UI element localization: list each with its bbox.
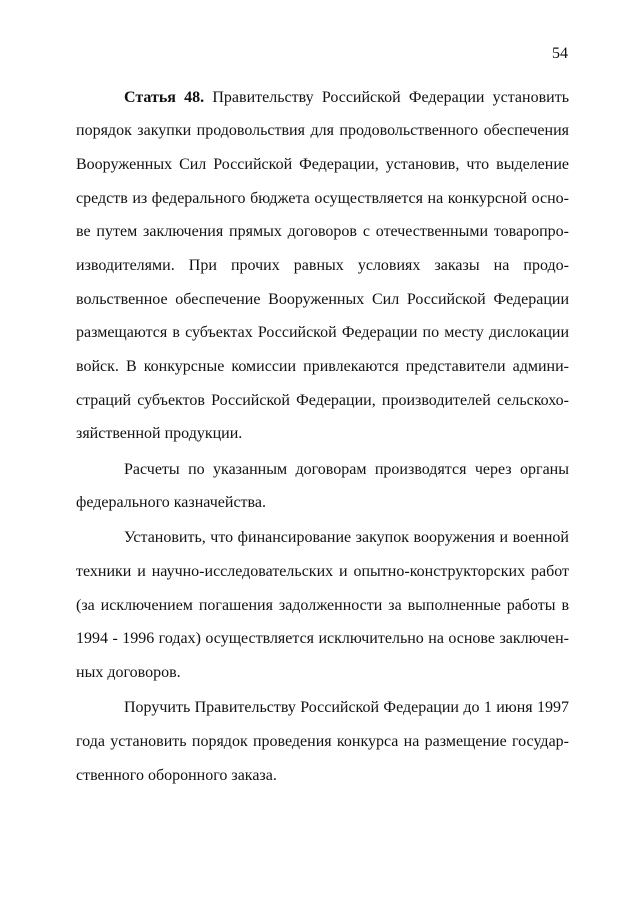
text-line: ве путем заключения прямых договоров с отечественными товаропро- [76, 223, 569, 240]
text-line: Расчеты по указанным договорам производятся через органы [124, 461, 569, 478]
text-line: страций субъектов Российской Федерации, производителей сельскохо- [76, 392, 569, 409]
text-line: Поручить Правительству Российской Федерации до 1 июня 1997 [124, 699, 569, 716]
text-line: войск. В конкурсные комиссии привлекаются представители админи- [76, 358, 569, 375]
text-line: размещаются в субъектах Российской Федерации по месту дислокации [76, 324, 569, 341]
text-line: года установить порядок проведения конкурса на размещение государ- [76, 733, 569, 750]
text-line: изводителями. При прочих равных условиях заказы на продо- [76, 257, 569, 274]
text-line: средств из федерального бюджета осуществляется на конкурсной осно- [76, 190, 569, 207]
text-line: федерального казначейства. [76, 494, 266, 511]
article-label: Статья 48. [124, 89, 205, 106]
text-line: Установить, что финансирование закупок вооружения и военной [124, 529, 569, 546]
text-line: порядок закупки продовольствия для продовольственного обеспечения [76, 122, 569, 139]
text-line: вольственное обеспечение Вооруженных Сил Российской Федерации [76, 291, 569, 308]
text-line: Вооруженных Сил Российской Федерации, установив, что выделение [76, 156, 569, 173]
article-48-line-1 [124, 88, 569, 108]
text-line: 1994 - 1996 годах) осуществляется исключительно на основе заключен- [76, 630, 569, 647]
text-line: Правительству Российской Федерации установить [212, 89, 569, 106]
text-line: (за исключением погашения задолженности за выполненные работы в [76, 597, 569, 614]
text-line: ных договоров. [76, 664, 181, 681]
text-line: ственного оборонного заказа. [76, 767, 277, 784]
text-line: техники и научно-исследовательских и опытно-конструкторских работ [76, 563, 569, 580]
page-number: 54 [552, 45, 568, 62]
text-line: зяйственной продукции. [76, 425, 243, 442]
